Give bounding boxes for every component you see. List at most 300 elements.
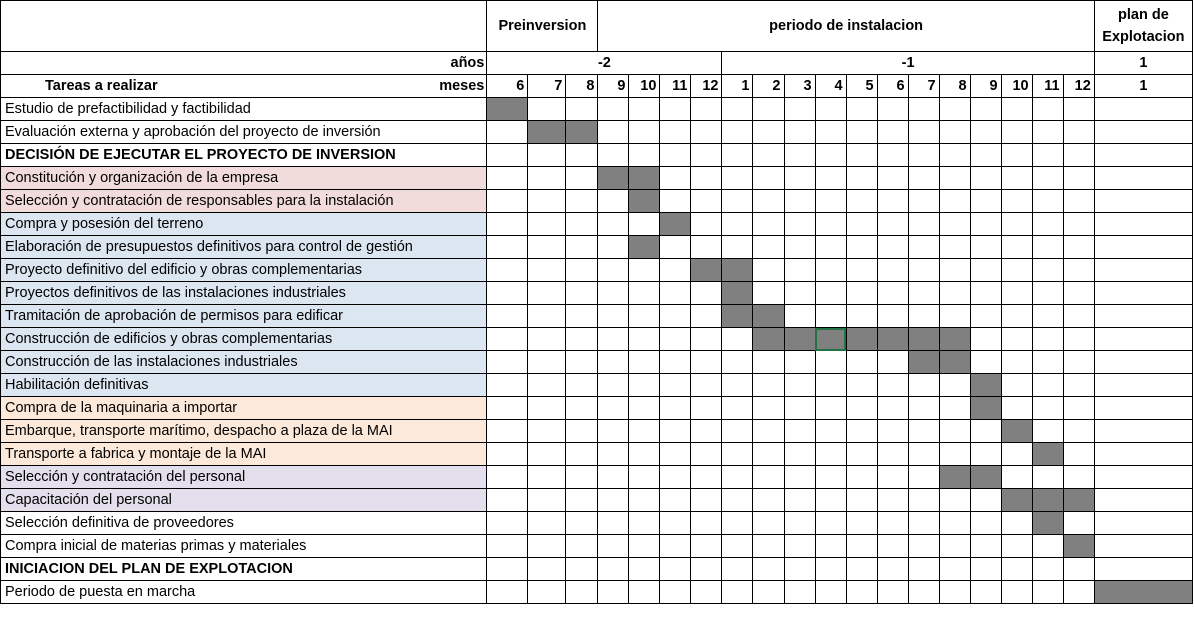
gantt-empty-cell[interactable] [629, 535, 660, 558]
gantt-empty-cell[interactable] [629, 420, 660, 443]
gantt-empty-cell[interactable] [970, 489, 1001, 512]
gantt-bar-cell[interactable] [846, 328, 877, 351]
gantt-empty-cell[interactable] [1094, 420, 1192, 443]
gantt-empty-cell[interactable] [691, 213, 722, 236]
gantt-empty-cell[interactable] [660, 397, 691, 420]
gantt-empty-cell[interactable] [660, 190, 691, 213]
gantt-empty-cell[interactable] [784, 282, 815, 305]
gantt-empty-cell[interactable] [528, 420, 566, 443]
gantt-empty-cell[interactable] [877, 466, 908, 489]
gantt-empty-cell[interactable] [1094, 374, 1192, 397]
gantt-empty-cell[interactable] [815, 259, 846, 282]
gantt-empty-cell[interactable] [487, 397, 528, 420]
gantt-empty-cell[interactable] [970, 420, 1001, 443]
anos-label[interactable]: años [1, 52, 487, 75]
gantt-empty-cell[interactable] [598, 121, 629, 144]
gantt-empty-cell[interactable] [753, 374, 784, 397]
gantt-empty-cell[interactable] [846, 466, 877, 489]
gantt-empty-cell[interactable] [1063, 558, 1094, 581]
gantt-empty-cell[interactable] [629, 466, 660, 489]
gantt-empty-cell[interactable] [753, 236, 784, 259]
gantt-empty-cell[interactable] [1001, 259, 1032, 282]
gantt-empty-cell[interactable] [487, 558, 528, 581]
task-name-cell[interactable]: Selección y contratación de responsables para la instalación [1, 190, 487, 213]
gantt-empty-cell[interactable] [487, 512, 528, 535]
month-header-cell[interactable]: 7 [528, 75, 566, 98]
gantt-empty-cell[interactable] [784, 443, 815, 466]
gantt-empty-cell[interactable] [815, 512, 846, 535]
gantt-empty-cell[interactable] [629, 213, 660, 236]
gantt-empty-cell[interactable] [691, 420, 722, 443]
gantt-empty-cell[interactable] [970, 259, 1001, 282]
gantt-empty-cell[interactable] [846, 236, 877, 259]
month-header-cell[interactable]: 5 [846, 75, 877, 98]
gantt-empty-cell[interactable] [598, 535, 629, 558]
month-header-cell[interactable]: 11 [660, 75, 691, 98]
gantt-empty-cell[interactable] [629, 397, 660, 420]
gantt-empty-cell[interactable] [908, 466, 939, 489]
gantt-empty-cell[interactable] [846, 190, 877, 213]
gantt-empty-cell[interactable] [1063, 144, 1094, 167]
gantt-empty-cell[interactable] [528, 397, 566, 420]
gantt-empty-cell[interactable] [487, 259, 528, 282]
gantt-bar-cell[interactable] [1001, 489, 1032, 512]
gantt-empty-cell[interactable] [939, 581, 970, 604]
gantt-empty-cell[interactable] [487, 466, 528, 489]
gantt-empty-cell[interactable] [877, 282, 908, 305]
gantt-empty-cell[interactable] [1094, 328, 1192, 351]
gantt-empty-cell[interactable] [722, 397, 753, 420]
gantt-bar-cell[interactable] [598, 167, 629, 190]
gantt-empty-cell[interactable] [660, 558, 691, 581]
gantt-empty-cell[interactable] [722, 121, 753, 144]
gantt-empty-cell[interactable] [753, 351, 784, 374]
gantt-empty-cell[interactable] [1001, 443, 1032, 466]
gantt-empty-cell[interactable] [908, 397, 939, 420]
gantt-empty-cell[interactable] [1032, 213, 1063, 236]
gantt-empty-cell[interactable] [815, 98, 846, 121]
gantt-empty-cell[interactable] [815, 121, 846, 144]
gantt-empty-cell[interactable] [528, 466, 566, 489]
gantt-empty-cell[interactable] [691, 443, 722, 466]
gantt-empty-cell[interactable] [1001, 236, 1032, 259]
gantt-empty-cell[interactable] [1063, 328, 1094, 351]
gantt-empty-cell[interactable] [753, 121, 784, 144]
month-header-cell[interactable]: 8 [939, 75, 970, 98]
gantt-empty-cell[interactable] [660, 98, 691, 121]
gantt-empty-cell[interactable] [908, 443, 939, 466]
gantt-empty-cell[interactable] [528, 259, 566, 282]
gantt-empty-cell[interactable] [1032, 535, 1063, 558]
gantt-empty-cell[interactable] [1094, 282, 1192, 305]
gantt-empty-cell[interactable] [1032, 144, 1063, 167]
gantt-empty-cell[interactable] [528, 351, 566, 374]
gantt-empty-cell[interactable] [528, 236, 566, 259]
gantt-empty-cell[interactable] [691, 397, 722, 420]
gantt-empty-cell[interactable] [815, 443, 846, 466]
gantt-empty-cell[interactable] [908, 512, 939, 535]
gantt-empty-cell[interactable] [1094, 213, 1192, 236]
gantt-empty-cell[interactable] [753, 190, 784, 213]
gantt-empty-cell[interactable] [815, 282, 846, 305]
gantt-empty-cell[interactable] [939, 397, 970, 420]
gantt-empty-cell[interactable] [566, 535, 598, 558]
gantt-empty-cell[interactable] [566, 420, 598, 443]
gantt-empty-cell[interactable] [877, 144, 908, 167]
gantt-empty-cell[interactable] [691, 374, 722, 397]
gantt-bar-cell[interactable] [970, 397, 1001, 420]
gantt-empty-cell[interactable] [1001, 305, 1032, 328]
gantt-empty-cell[interactable] [908, 374, 939, 397]
gantt-empty-cell[interactable] [566, 282, 598, 305]
gantt-empty-cell[interactable] [753, 98, 784, 121]
task-name-cell[interactable]: DECISIÓN DE EJECUTAR EL PROYECTO DE INVERSION [1, 144, 487, 167]
gantt-empty-cell[interactable] [784, 144, 815, 167]
gantt-empty-cell[interactable] [598, 190, 629, 213]
gantt-empty-cell[interactable] [1063, 466, 1094, 489]
gantt-empty-cell[interactable] [846, 420, 877, 443]
task-name-cell[interactable]: Selección definitiva de proveedores [1, 512, 487, 535]
gantt-bar-cell[interactable] [487, 98, 528, 121]
gantt-bar-cell[interactable] [970, 466, 1001, 489]
gantt-empty-cell[interactable] [598, 489, 629, 512]
gantt-bar-cell[interactable] [1032, 443, 1063, 466]
gantt-empty-cell[interactable] [753, 512, 784, 535]
gantt-empty-cell[interactable] [528, 512, 566, 535]
gantt-empty-cell[interactable] [877, 420, 908, 443]
gantt-empty-cell[interactable] [487, 282, 528, 305]
gantt-empty-cell[interactable] [487, 305, 528, 328]
gantt-empty-cell[interactable] [598, 236, 629, 259]
gantt-empty-cell[interactable] [877, 167, 908, 190]
gantt-empty-cell[interactable] [1063, 305, 1094, 328]
gantt-empty-cell[interactable] [660, 351, 691, 374]
gantt-empty-cell[interactable] [566, 581, 598, 604]
gantt-empty-cell[interactable] [660, 328, 691, 351]
gantt-bar-cell[interactable] [939, 351, 970, 374]
gantt-empty-cell[interactable] [1094, 236, 1192, 259]
month-header-cell[interactable]: 2 [753, 75, 784, 98]
gantt-empty-cell[interactable] [970, 236, 1001, 259]
task-name-cell[interactable]: Tramitación de aprobación de permisos para edificar [1, 305, 487, 328]
gantt-empty-cell[interactable] [970, 305, 1001, 328]
gantt-empty-cell[interactable] [629, 351, 660, 374]
gantt-empty-cell[interactable] [1001, 328, 1032, 351]
gantt-empty-cell[interactable] [815, 535, 846, 558]
gantt-bar-cell[interactable] [908, 328, 939, 351]
gantt-empty-cell[interactable] [753, 144, 784, 167]
gantt-empty-cell[interactable] [815, 190, 846, 213]
gantt-empty-cell[interactable] [1032, 236, 1063, 259]
gantt-empty-cell[interactable] [846, 397, 877, 420]
gantt-empty-cell[interactable] [784, 558, 815, 581]
gantt-empty-cell[interactable] [846, 121, 877, 144]
gantt-empty-cell[interactable] [1001, 535, 1032, 558]
gantt-empty-cell[interactable] [784, 374, 815, 397]
gantt-empty-cell[interactable] [970, 213, 1001, 236]
gantt-empty-cell[interactable] [784, 466, 815, 489]
gantt-empty-cell[interactable] [1032, 558, 1063, 581]
gantt-empty-cell[interactable] [1001, 121, 1032, 144]
gantt-empty-cell[interactable] [528, 328, 566, 351]
gantt-empty-cell[interactable] [629, 558, 660, 581]
gantt-empty-cell[interactable] [908, 259, 939, 282]
gantt-empty-cell[interactable] [660, 581, 691, 604]
gantt-empty-cell[interactable] [1032, 466, 1063, 489]
gantt-empty-cell[interactable] [629, 489, 660, 512]
task-name-cell[interactable]: Proyecto definitivo del edificio y obras complementarias [1, 259, 487, 282]
gantt-empty-cell[interactable] [1063, 512, 1094, 535]
gantt-empty-cell[interactable] [660, 420, 691, 443]
gantt-empty-cell[interactable] [566, 167, 598, 190]
gantt-empty-cell[interactable] [691, 489, 722, 512]
gantt-empty-cell[interactable] [691, 190, 722, 213]
task-name-cell[interactable]: Compra y posesión del terreno [1, 213, 487, 236]
gantt-bar-cell[interactable] [1032, 489, 1063, 512]
gantt-empty-cell[interactable] [1094, 190, 1192, 213]
gantt-empty-cell[interactable] [487, 351, 528, 374]
gantt-empty-cell[interactable] [908, 558, 939, 581]
blank-header-cell[interactable] [1, 1, 487, 52]
gantt-empty-cell[interactable] [629, 144, 660, 167]
gantt-empty-cell[interactable] [970, 190, 1001, 213]
month-header-cell[interactable]: 9 [598, 75, 629, 98]
gantt-empty-cell[interactable] [1063, 282, 1094, 305]
gantt-empty-cell[interactable] [970, 558, 1001, 581]
gantt-empty-cell[interactable] [939, 121, 970, 144]
gantt-empty-cell[interactable] [970, 351, 1001, 374]
gantt-empty-cell[interactable] [1094, 466, 1192, 489]
month-header-cell[interactable]: 10 [1001, 75, 1032, 98]
gantt-empty-cell[interactable] [528, 98, 566, 121]
gantt-empty-cell[interactable] [487, 213, 528, 236]
gantt-empty-cell[interactable] [528, 489, 566, 512]
gantt-empty-cell[interactable] [1032, 121, 1063, 144]
gantt-empty-cell[interactable] [1094, 121, 1192, 144]
gantt-empty-cell[interactable] [629, 121, 660, 144]
gantt-empty-cell[interactable] [1032, 98, 1063, 121]
gantt-empty-cell[interactable] [846, 98, 877, 121]
gantt-empty-cell[interactable] [815, 374, 846, 397]
gantt-empty-cell[interactable] [1032, 581, 1063, 604]
gantt-empty-cell[interactable] [1094, 167, 1192, 190]
gantt-empty-cell[interactable] [1063, 351, 1094, 374]
gantt-empty-cell[interactable] [939, 443, 970, 466]
gantt-bar-cell[interactable] [815, 328, 846, 351]
gantt-empty-cell[interactable] [815, 351, 846, 374]
gantt-empty-cell[interactable] [1032, 397, 1063, 420]
task-name-cell[interactable]: Compra inicial de materias primas y materiales [1, 535, 487, 558]
gantt-empty-cell[interactable] [908, 489, 939, 512]
gantt-bar-cell[interactable] [970, 374, 1001, 397]
gantt-empty-cell[interactable] [598, 420, 629, 443]
gantt-empty-cell[interactable] [846, 351, 877, 374]
gantt-empty-cell[interactable] [753, 259, 784, 282]
gantt-empty-cell[interactable] [784, 236, 815, 259]
gantt-empty-cell[interactable] [815, 489, 846, 512]
gantt-empty-cell[interactable] [566, 374, 598, 397]
task-name-cell[interactable]: Construcción de edificios y obras complementarias [1, 328, 487, 351]
gantt-empty-cell[interactable] [598, 305, 629, 328]
gantt-empty-cell[interactable] [1094, 512, 1192, 535]
gantt-bar-cell[interactable] [939, 466, 970, 489]
gantt-empty-cell[interactable] [815, 305, 846, 328]
gantt-empty-cell[interactable] [1063, 581, 1094, 604]
gantt-empty-cell[interactable] [877, 374, 908, 397]
gantt-empty-cell[interactable] [908, 190, 939, 213]
gantt-empty-cell[interactable] [1063, 167, 1094, 190]
gantt-empty-cell[interactable] [908, 167, 939, 190]
month-header-cell[interactable]: 12 [691, 75, 722, 98]
gantt-empty-cell[interactable] [528, 167, 566, 190]
gantt-empty-cell[interactable] [815, 213, 846, 236]
gantt-bar-cell[interactable] [566, 121, 598, 144]
gantt-empty-cell[interactable] [598, 558, 629, 581]
gantt-empty-cell[interactable] [1001, 351, 1032, 374]
gantt-empty-cell[interactable] [753, 466, 784, 489]
gantt-empty-cell[interactable] [970, 282, 1001, 305]
gantt-empty-cell[interactable] [691, 305, 722, 328]
gantt-empty-cell[interactable] [660, 282, 691, 305]
task-name-cell[interactable]: Evaluación externa y aprobación del proyecto de inversión [1, 121, 487, 144]
gantt-empty-cell[interactable] [722, 466, 753, 489]
gantt-empty-cell[interactable] [566, 351, 598, 374]
gantt-empty-cell[interactable] [1001, 98, 1032, 121]
task-name-cell[interactable]: Capacitación del personal [1, 489, 487, 512]
gantt-empty-cell[interactable] [908, 98, 939, 121]
gantt-empty-cell[interactable] [1094, 305, 1192, 328]
gantt-empty-cell[interactable] [846, 282, 877, 305]
gantt-empty-cell[interactable] [566, 190, 598, 213]
gantt-empty-cell[interactable] [939, 236, 970, 259]
gantt-empty-cell[interactable] [846, 489, 877, 512]
gantt-empty-cell[interactable] [877, 121, 908, 144]
task-name-cell[interactable]: Proyectos definitivos de las instalaciones industriales [1, 282, 487, 305]
gantt-empty-cell[interactable] [753, 558, 784, 581]
gantt-empty-cell[interactable] [846, 213, 877, 236]
gantt-empty-cell[interactable] [784, 535, 815, 558]
gantt-empty-cell[interactable] [598, 443, 629, 466]
gantt-empty-cell[interactable] [1001, 213, 1032, 236]
gantt-empty-cell[interactable] [784, 581, 815, 604]
instalacion-header[interactable]: periodo de instalacion [598, 1, 1094, 52]
gantt-empty-cell[interactable] [877, 190, 908, 213]
gantt-empty-cell[interactable] [939, 489, 970, 512]
gantt-empty-cell[interactable] [722, 351, 753, 374]
gantt-empty-cell[interactable] [939, 305, 970, 328]
gantt-empty-cell[interactable] [598, 144, 629, 167]
gantt-empty-cell[interactable] [1032, 167, 1063, 190]
gantt-empty-cell[interactable] [877, 236, 908, 259]
gantt-empty-cell[interactable] [1063, 190, 1094, 213]
task-name-cell[interactable]: Selección y contratación del personal [1, 466, 487, 489]
gantt-empty-cell[interactable] [1094, 558, 1192, 581]
gantt-empty-cell[interactable] [528, 558, 566, 581]
tareas-meses-cell[interactable] [1, 75, 487, 98]
gantt-empty-cell[interactable] [877, 558, 908, 581]
gantt-bar-cell[interactable] [908, 351, 939, 374]
gantt-empty-cell[interactable] [1032, 328, 1063, 351]
gantt-empty-cell[interactable] [598, 328, 629, 351]
gantt-empty-cell[interactable] [598, 581, 629, 604]
gantt-empty-cell[interactable] [691, 512, 722, 535]
gantt-empty-cell[interactable] [528, 581, 566, 604]
gantt-empty-cell[interactable] [784, 190, 815, 213]
gantt-empty-cell[interactable] [1001, 397, 1032, 420]
gantt-empty-cell[interactable] [846, 535, 877, 558]
gantt-empty-cell[interactable] [660, 236, 691, 259]
gantt-empty-cell[interactable] [1063, 420, 1094, 443]
gantt-empty-cell[interactable] [846, 167, 877, 190]
gantt-empty-cell[interactable] [528, 305, 566, 328]
gantt-empty-cell[interactable] [566, 466, 598, 489]
gantt-empty-cell[interactable] [815, 167, 846, 190]
month-header-cell[interactable]: 8 [566, 75, 598, 98]
task-name-cell[interactable]: Construcción de las instalaciones industriales [1, 351, 487, 374]
gantt-empty-cell[interactable] [1001, 512, 1032, 535]
gantt-empty-cell[interactable] [784, 259, 815, 282]
gantt-empty-cell[interactable] [753, 282, 784, 305]
gantt-empty-cell[interactable] [1094, 443, 1192, 466]
gantt-bar-cell[interactable] [691, 259, 722, 282]
gantt-empty-cell[interactable] [908, 305, 939, 328]
gantt-empty-cell[interactable] [691, 167, 722, 190]
gantt-empty-cell[interactable] [784, 305, 815, 328]
gantt-empty-cell[interactable] [629, 259, 660, 282]
gantt-empty-cell[interactable] [566, 236, 598, 259]
gantt-empty-cell[interactable] [722, 512, 753, 535]
gantt-empty-cell[interactable] [660, 489, 691, 512]
gantt-empty-cell[interactable] [487, 236, 528, 259]
task-name-cell[interactable]: Periodo de puesta en marcha [1, 581, 487, 604]
gantt-empty-cell[interactable] [784, 397, 815, 420]
gantt-empty-cell[interactable] [970, 121, 1001, 144]
gantt-empty-cell[interactable] [598, 282, 629, 305]
gantt-empty-cell[interactable] [1032, 351, 1063, 374]
month-header-cell[interactable]: 7 [908, 75, 939, 98]
gantt-empty-cell[interactable] [566, 259, 598, 282]
gantt-empty-cell[interactable] [908, 535, 939, 558]
gantt-empty-cell[interactable] [487, 328, 528, 351]
gantt-empty-cell[interactable] [1063, 374, 1094, 397]
plan-explotacion-header[interactable] [1094, 1, 1192, 52]
gantt-empty-cell[interactable] [566, 512, 598, 535]
gantt-empty-cell[interactable] [784, 213, 815, 236]
gantt-empty-cell[interactable] [487, 374, 528, 397]
gantt-empty-cell[interactable] [528, 282, 566, 305]
month-header-cell[interactable]: 3 [784, 75, 815, 98]
gantt-empty-cell[interactable] [528, 144, 566, 167]
gantt-bar-cell[interactable] [722, 305, 753, 328]
gantt-empty-cell[interactable] [939, 259, 970, 282]
gantt-empty-cell[interactable] [939, 512, 970, 535]
gantt-empty-cell[interactable] [1032, 282, 1063, 305]
gantt-empty-cell[interactable] [939, 535, 970, 558]
gantt-empty-cell[interactable] [566, 489, 598, 512]
gantt-empty-cell[interactable] [1094, 259, 1192, 282]
gantt-empty-cell[interactable] [846, 443, 877, 466]
gantt-empty-cell[interactable] [753, 167, 784, 190]
gantt-empty-cell[interactable] [877, 535, 908, 558]
gantt-bar-cell[interactable] [1063, 489, 1094, 512]
gantt-empty-cell[interactable] [566, 213, 598, 236]
month-header-cell[interactable]: 11 [1032, 75, 1063, 98]
gantt-empty-cell[interactable] [815, 144, 846, 167]
gantt-empty-cell[interactable] [784, 512, 815, 535]
gantt-empty-cell[interactable] [753, 581, 784, 604]
gantt-empty-cell[interactable] [784, 351, 815, 374]
gantt-empty-cell[interactable] [528, 190, 566, 213]
